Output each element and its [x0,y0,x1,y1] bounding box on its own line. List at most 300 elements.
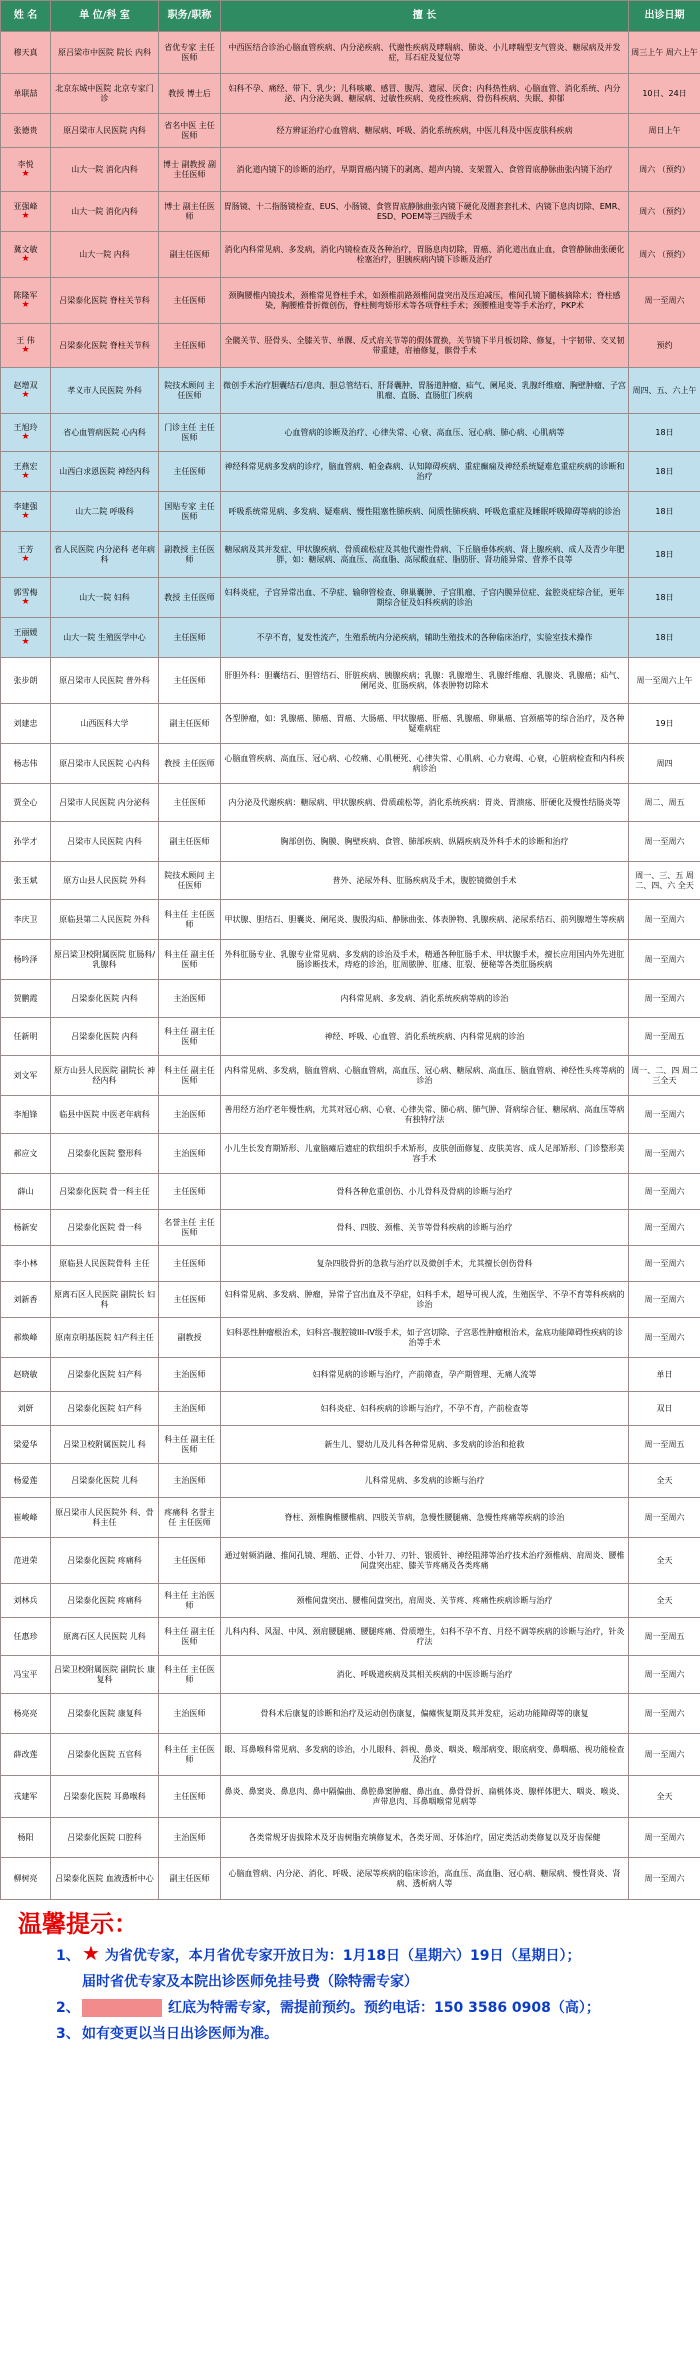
doctor-specialty-text: 普外、泌尿外科、肛肠疾病及手术，腹腔镜微创手术 [332,875,517,885]
doctor-name-text: 贺鹏霞 [13,993,38,1003]
doctor-title-text: 疼痛科 名誉主任 主任医师 [164,1507,215,1527]
doctor-name-text: 刘新香 [13,1294,38,1304]
doctor-unit [51,1246,159,1282]
doctor-specialty-text: 甲状腺、胆结石、胆囊炎、阑尾炎、腹股沟疝、静脉曲张、体表肿物、乳腺疾病、泌尿系结石、前列腺增生等疾病 [224,914,625,924]
red-swatch [82,1999,162,2017]
doctor-unit-text: 吕梁泰化医院 脊柱关节科 [59,295,150,305]
clinic-date-text: 周三上午 周六上午 [631,47,698,57]
doctor-name-text: 杨亮亮 [13,1708,38,1718]
doctor-unit-text: 省心血管病医院 心内科 [63,427,146,437]
clinic-date [629,532,700,578]
doctor-name-text: 张德贵 [13,125,38,135]
doctor-title [159,324,221,368]
doctor-name-text: 李悦 [17,160,34,169]
doctor-specialty [221,862,629,900]
doctor-name-text: 赵增双 [13,381,38,390]
table-row [1,1498,700,1538]
doctor-unit-text: 山大一院 消化内科 [71,206,138,216]
doctor-specialty [221,1426,629,1464]
doctor-specialty-text: 颈椎间盘突出、腰椎间盘突出，肩周炎、关节疼、疼痛性疾病诊断与治疗 [296,1595,553,1605]
doctor-title [159,414,221,452]
doctor-unit-text: 原离石区人民医院 儿科 [63,1631,146,1641]
doctor-name [1,822,51,862]
clinic-date-text: 周一至周六 [644,993,685,1003]
tips-section [0,1900,700,2047]
doctor-specialty-text: 骨科术后康复的诊断和治疗及运动创伤康复，偏瘫恢复期及其并发症，运动功能障碍等的康复 [260,1708,589,1718]
doctor-name-text: 郭雪梅 [13,588,38,597]
doctor-unit-text: 吕梁泰化医院 脊柱关节科 [59,340,150,350]
doctor-specialty-text: 内分泌及代谢疾病：糖尿病、甲状腺疾病、骨质疏松等，消化系统疾病：胃炎、胃溃疡、肝硬化及慢性结肠炎等 [228,797,621,807]
tips-title: 温馨提示： [18,1910,138,1938]
doctor-specialty [221,1318,629,1358]
doctor-name [1,1776,51,1818]
table-row [1,1018,700,1056]
doctor-specialty [221,1464,629,1498]
doctor-title [159,192,221,232]
doctor-unit-text: 原吕梁市人民医院 内科 [63,125,146,135]
doctor-name [1,1358,51,1392]
doctor-title-text: 主治医师 [173,1832,206,1842]
doctor-title [159,1134,221,1174]
doctor-specialty-text: 心脑血管病、内分泌、消化、呼吸、泌尿等疾病的临床诊治，高血压、高血脂、冠心病、糖尿病、慢性肾炎、肾病、透析病人等 [228,1868,621,1888]
doctor-unit-text: 吕梁卫校附属医院 副院长 康复科 [53,1664,156,1684]
star-icon: ★ [21,471,30,481]
clinic-date [629,1018,700,1056]
doctor-specialty-text: 妇科炎症，子宫异常出血、不孕症、输卵管检查、卵巢囊肿、子宫肌瘤、子宫内膜异位症、盆腔炎症综合征，更年期综合征及妇科疾病的诊治 [224,587,625,607]
doctor-unit-text: 吕梁泰化医院 五官科 [67,1749,142,1759]
doctor-name-text: 李旭锋 [13,1109,38,1119]
doctor-title [159,492,221,532]
doctor-name-text: 刘妍 [17,1403,34,1413]
clinic-date [629,452,700,492]
table-row [1,492,700,532]
table-row [1,1464,700,1498]
doctor-title [159,578,221,618]
table-row [1,1776,700,1818]
doctor-name [1,618,51,658]
doctor-specialty [221,1392,629,1426]
doctor-name [1,980,51,1018]
clinic-date [629,148,700,192]
doctor-specialty-text: 鼻炎、鼻窦炎、鼻息肉、鼻中隔偏曲、鼻腔鼻窦肿瘤、鼻出血、鼻骨骨折、扁桃体炎、腺样体肥大、咽炎、喉炎、声带息肉、耳鼻咽喉常见病等 [224,1786,625,1806]
doctor-name [1,32,51,74]
doctor-unit-text: 山大一院 妇科 [79,592,130,602]
clinic-date [629,32,700,74]
clinic-date-text: 周一至周六 [644,1332,685,1342]
doctor-specialty-text: 妇科炎症、妇科疾病的诊断与治疗，不孕不育，产前检查等 [320,1403,529,1413]
doctor-specialty [221,1174,629,1210]
clinic-date-text: 周一至周六 [644,1873,685,1883]
clinic-date [629,1392,700,1426]
doctor-name-text: 亚强峰 [13,202,38,211]
clinic-date [629,900,700,940]
doctor-title-text: 主任医师 [173,675,206,685]
clinic-date [629,1538,700,1584]
doctor-unit-text: 原临县第二人民医院 外科 [59,914,150,924]
clinic-date-text: 全天 [656,1791,673,1801]
doctor-unit-text: 吕梁泰化医院 骨一科主任 [59,1186,150,1196]
table-body [1,32,700,1900]
clinic-date [629,658,700,704]
doctor-specialty-text: 复杂四肢骨折的急救与治疗以及微创手术，尤其擅长创伤骨科 [316,1258,533,1268]
doctor-specialty-text: 消化道内镜下的诊断的治疗，早期胃癌内镜下的剥离、超声内镜、支架置入、食管胃底静脉曲张内镜下治疗 [236,164,613,174]
clinic-date [629,1426,700,1464]
doctor-specialty [221,1656,629,1694]
doctor-specialty-text: 消化、呼吸道疾病及其相关疾病的中医诊断与治疗 [336,1669,513,1679]
clinic-date [629,578,700,618]
doctor-title [159,822,221,862]
table-row [1,940,700,980]
doctor-title [159,1776,221,1818]
clinic-date-text: 周一至周六 [644,1512,685,1522]
doctor-title [159,618,221,658]
doctor-name-text: 王旭玲 [13,423,38,432]
doctor-name [1,784,51,822]
doctor-title [159,744,221,784]
tip-3-line: 如有变更以当日出诊医师为准。 [82,2026,278,2042]
clinic-date-text: 周一至周六 [644,836,685,846]
table-row [1,1858,700,1900]
doctor-name-text: 杨新安 [13,1222,38,1232]
clinic-date [629,1656,700,1694]
doctor-specialty [221,368,629,414]
doctor-name [1,900,51,940]
clinic-date-text: 18日 [655,466,674,476]
clinic-date [629,368,700,414]
doctor-unit-text: 山大二院 呼吸科 [75,506,134,516]
clinic-date [629,1096,700,1134]
doctor-unit-text: 吕梁市人民医院 内科 [67,836,142,846]
clinic-date-text: 18日 [655,549,674,559]
clinic-date-text: 周四 [656,758,673,768]
doctor-specialty-text: 善用经方治疗老年慢性病，尤其对冠心病、心衰、心律失常、肺心病、肺气肿、肾病综合征、糖尿病、高血压等病有独特疗法 [224,1104,625,1124]
table-row [1,1358,700,1392]
doctor-name-text: 崔峻峰 [13,1512,38,1522]
doctor-specialty-text: 呼吸系统常见病、多发病、疑难病、慢性阻塞性肺疾病、间质性肺疾病、呼吸危重症及睡眠呼吸障碍等病的诊治 [228,506,621,516]
doctor-title [159,1656,221,1694]
doctor-unit [51,1426,159,1464]
clinic-date-text: 周六 （预约） [639,249,690,259]
doctor-title-text: 副主任医师 [169,718,210,728]
table-row [1,74,700,114]
doctor-unit-text: 原方山县人民医院 副院长 神经内科 [53,1065,156,1085]
doctor-unit-text: 吕梁泰化医院 康复科 [67,1708,142,1718]
doctor-specialty [221,704,629,744]
table-row [1,1538,700,1584]
doctor-title-text: 主任医师 [173,466,206,476]
table-row [1,32,700,74]
clinic-date-text: 周四、五、六上午 [632,385,697,395]
doctor-title-text: 主任医师 [173,1258,206,1268]
doctor-specialty [221,1858,629,1900]
doctor-specialty-text: 儿科内科、风湿、中风、颈肩腰腿痛、腰腿疼痛、骨质增生，妇科不孕不育、月经不调等疾病的诊断与治疗，针灸疗法 [224,1626,625,1646]
doctor-title-text: 主任医师 [173,1186,206,1196]
clinic-date-text: 周一至周五 [644,1031,685,1041]
doctor-name [1,414,51,452]
doctor-title-text: 副教授 主任医师 [164,544,215,564]
star-icon: ★ [21,300,30,310]
doctor-title-text: 省名中医 主任医师 [164,120,215,140]
doctor-title-text: 科主任 主任医师 [164,1664,215,1684]
doctor-unit-text: 山大一院 生殖医学中心 [63,632,146,642]
star-icon: ★ [21,511,30,521]
doctor-unit [51,1618,159,1656]
doctor-specialty [221,900,629,940]
doctor-specialty [221,232,629,278]
doctor-name [1,148,51,192]
doctor-title [159,940,221,980]
doctor-name [1,1392,51,1426]
doctor-name [1,1656,51,1694]
clinic-date [629,1056,700,1096]
doctor-title-text: 副教授 [177,1332,202,1342]
doctor-unit-text: 原吕梁卫校附属医院 肛肠科/乳腺科 [53,949,156,969]
doctor-specialty [221,492,629,532]
table-row [1,862,700,900]
doctor-unit [51,578,159,618]
doctor-title-text: 科主任 主任医师 [164,1744,215,1764]
table-row [1,1174,700,1210]
doctor-title [159,148,221,192]
doctor-unit [51,980,159,1018]
clinic-date-text: 周六 （预约） [639,206,690,216]
doctor-title [159,704,221,744]
doctor-specialty [221,822,629,862]
doctor-unit-text: 吕梁泰化医院 血液透析中心 [55,1873,154,1883]
table-row [1,148,700,192]
doctor-specialty [221,940,629,980]
doctor-name [1,192,51,232]
doctor-title-text: 科主任 副主任医师 [164,949,215,969]
clinic-date [629,492,700,532]
clinic-date-text: 19日 [655,718,674,728]
clinic-date [629,1282,700,1318]
doctor-specialty-text: 颈胸腰椎内镜技术，颈椎常见脊柱手术，如颈椎前路颈椎间盘突出及压迫减压，椎间孔镜下髓核摘除术；脊柱感染，胸腰椎骨折微创伤，脊柱侧弯矫形术等各项脊柱手术；颈腰椎退变等手术治疗，PKP术 [228,290,621,310]
doctor-title [159,1318,221,1358]
table-row [1,1818,700,1858]
doctor-unit-text: 临县中医院 中医老年病科 [59,1109,150,1119]
doctor-unit-text: 原吕梁市人民医院外 科、骨科主任 [55,1507,154,1527]
doctor-name [1,492,51,532]
clinic-date-text: 18日 [655,427,674,437]
table-row [1,1246,700,1282]
clinic-date-text: 单日 [656,1369,673,1379]
doctor-unit-text: 原方山县人民医院 外科 [63,875,146,885]
doctor-unit [51,1174,159,1210]
doctor-name-text: 薛改莲 [13,1749,38,1759]
clinic-date [629,324,700,368]
doctor-specialty-text: 妇科常见病的诊断与治疗，产前筛查，孕产期管理、无痛人流等 [312,1369,537,1379]
doctor-unit-text: 原吕梁市人民医院 心内科 [59,758,150,768]
doctor-name-text: 穆天真 [13,47,38,57]
doctor-name [1,114,51,148]
doctor-specialty-text: 骨科、四肢、颈椎、关节等骨科疾病的诊断与治疗 [336,1222,513,1232]
clinic-date-text: 周一至周六 [644,1109,685,1119]
clinic-date [629,414,700,452]
table-row [1,1210,700,1246]
doctor-title-text: 副主任医师 [169,249,210,259]
doctor-name-text: 刘建忠 [13,718,38,728]
clinic-date [629,1618,700,1656]
doctor-specialty [221,114,629,148]
clinic-date-text: 18日 [655,592,674,602]
doctor-title-text: 主治医师 [173,1475,206,1485]
table-row [1,324,700,368]
doctor-name-text: 张步朗 [13,675,38,685]
doctor-unit [51,744,159,784]
clinic-date [629,1858,700,1900]
clinic-date [629,1246,700,1282]
table-row [1,1656,700,1694]
clinic-date-text: 周一至周六 [644,1669,685,1679]
doctor-name [1,452,51,492]
clinic-date [629,1498,700,1538]
doctor-name-text: 李小林 [13,1258,38,1268]
table-row [1,618,700,658]
table-row [1,704,700,744]
clinic-date [629,980,700,1018]
clinic-date [629,822,700,862]
clinic-date-text: 全天 [656,1595,673,1605]
doctor-unit [51,618,159,658]
doctor-unit [51,1694,159,1734]
doctor-name [1,1538,51,1584]
doctor-specialty [221,192,629,232]
doctor-name-text: 杨志伟 [13,758,38,768]
doctor-unit-text: 吕梁泰化医院 骨一科 [67,1222,142,1232]
tip-1 [18,1940,690,1995]
tip-3-number: 3、 [56,2026,80,2042]
doctor-specialty-text: 中西医结合诊治心脑血管疾病、内分泌疾病、代谢性疾病及哮喘病、肺炎、小儿哮喘型支气管炎、糖尿病及并发症，耳石症及复位等 [228,42,621,62]
table-row [1,114,700,148]
clinic-date [629,1358,700,1392]
clinic-date-text: 18日 [655,506,674,516]
doctor-unit [51,822,159,862]
doctor-specialty [221,980,629,1018]
doctor-specialty-text: 脊柱、颈椎胸椎腰椎病、四肢关节病，急慢性腰腿痛、急慢性疼痛等疾病的诊治 [284,1512,565,1522]
doctor-specialty [221,1282,629,1318]
doctor-name-text: 张玉斌 [13,875,38,885]
star-icon: ★ [82,1941,100,1965]
doctor-name [1,1134,51,1174]
clinic-date [629,1134,700,1174]
doctor-title-text: 教授 主任医师 [164,592,215,602]
doctor-name-text: 范进荣 [13,1555,38,1565]
doctor-unit [51,1464,159,1498]
doctor-unit [51,658,159,704]
doctor-specialty-text: 心脑血管疾病、高血压、冠心病、心绞痛、心肌梗死、心律失常、心肌病、心力衰竭、心衰，心脏病检查和内科疾病诊治 [224,753,625,773]
doctor-specialty [221,1734,629,1776]
clinic-date [629,192,700,232]
doctor-name [1,1018,51,1056]
doctor-name-text: 刘林兵 [13,1595,38,1605]
doctor-name [1,578,51,618]
doctor-title [159,532,221,578]
table-row [1,1318,700,1358]
doctor-unit-text: 吕梁泰化医院 口腔科 [67,1832,142,1842]
doctor-name-text: 杨爱莲 [13,1475,38,1485]
doctor-title-text: 科主任 副主任医师 [164,1626,215,1646]
star-icon: ★ [21,169,30,179]
doctor-unit [51,74,159,114]
doctor-unit-text: 吕梁泰化医院 内科 [71,1031,138,1041]
table-row [1,1618,700,1656]
doctor-unit [51,452,159,492]
doctor-unit [51,1134,159,1174]
clinic-date-text: 周一至周五 [644,1631,685,1641]
doctor-unit-text: 山大一院 消化内科 [71,164,138,174]
doctor-title [159,1282,221,1318]
doctor-name-text: 李建强 [13,502,38,511]
doctor-title-text: 主任医师 [173,797,206,807]
doctor-specialty-text: 胃肠镜、十二指肠镜检查、EUS、小肠镜、食管胃底静脉曲张内镜下硬化及圈套套扎术、内镜下息肉切除、EMR、ESD、POEM等三四级手术 [223,201,626,221]
doctor-specialty [221,1056,629,1096]
doctor-name [1,1282,51,1318]
doctor-unit-text: 吕梁泰化医院 内科 [71,993,138,1003]
doctor-specialty [221,1018,629,1056]
doctor-title-text: 主任医师 [173,1555,206,1565]
doctor-title-text: 主任医师 [173,632,206,642]
doctor-unit-text: 吕梁泰化医院 妇产科 [67,1369,142,1379]
doctor-unit-text: 吕梁泰化医院 疼痛科 [67,1595,142,1605]
clinic-date [629,232,700,278]
doctor-name [1,1734,51,1776]
doctor-name-text: 单联喆 [13,88,38,98]
header-title: 职务/职称 [159,1,221,32]
doctor-unit-text: 省人民医院 内分泌科 老年病科 [53,544,156,564]
doctor-title [159,1210,221,1246]
doctor-specialty-text: 儿科常见病、多发病的诊断与治疗 [364,1475,485,1485]
doctor-unit [51,414,159,452]
doctor-specialty-text: 内科常见病、多发病、消化系统疾病等病的诊治 [340,993,509,1003]
doctor-specialty [221,1776,629,1818]
clinic-date [629,74,700,114]
doctor-specialty [221,148,629,192]
doctor-title [159,1498,221,1538]
clinic-date [629,1818,700,1858]
clinic-date-text: 周日上午 [648,125,681,135]
clinic-date-text: 周一至周六 [644,954,685,964]
doctor-name-text: 李庆卫 [13,914,38,924]
clinic-date-text: 周一至周六 [644,1294,685,1304]
doctor-unit-text: 原临县人民医院骨科 主任 [59,1258,150,1268]
doctor-title [159,232,221,278]
doctor-specialty [221,452,629,492]
doctor-title-text: 科主任 副主任医师 [164,1026,215,1046]
doctor-title-text: 科主任 副主任医师 [164,1065,215,1085]
doctor-unit [51,1056,159,1096]
doctor-name-text: 戎建军 [13,1791,38,1801]
header-date: 出诊日期 [629,1,700,32]
doctor-title-text: 教授 主任医师 [164,758,215,768]
doctor-name [1,1584,51,1618]
doctor-title [159,32,221,74]
doctor-specialty-text: 骨科各种危重创伤、小儿骨科及骨病的诊断与治疗 [336,1186,513,1196]
doctor-name [1,1464,51,1498]
doctor-title-text: 主治医师 [173,1109,206,1119]
doctor-name-text: 王 伟 [16,336,35,345]
doctor-title-text: 副主任医师 [169,836,210,846]
clinic-date-text: 周一至周六 [644,1222,685,1232]
clinic-date [629,114,700,148]
star-icon: ★ [21,390,30,400]
table-row [1,368,700,414]
doctor-unit-text: 原南京明基医院 妇产科主任 [55,1332,154,1342]
doctor-title-text: 博士 副教授 副主任医师 [162,159,217,179]
doctor-title-text: 科主任 主任医师 [164,909,215,929]
doctor-title-text: 省优专家 主任医师 [164,42,215,62]
doctor-specialty-text: 新生儿、婴幼儿及儿科各种常见病、多发病的诊治和抢救 [324,1439,525,1449]
